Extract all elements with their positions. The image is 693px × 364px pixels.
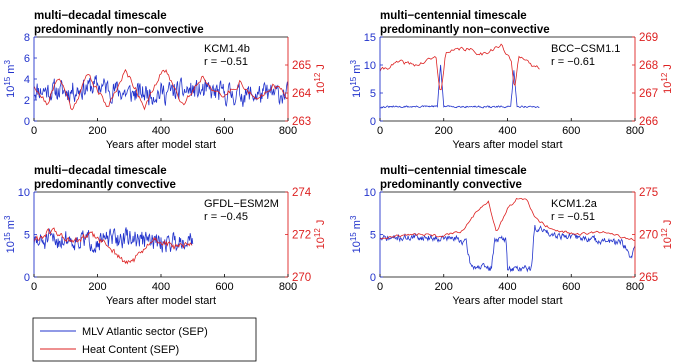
right-y-tick-label: 270 xyxy=(292,272,312,284)
x-axis-label: Years after model start xyxy=(452,139,563,151)
mlv-series-line xyxy=(380,225,635,271)
right-y-tick-label: 269 xyxy=(639,32,659,44)
left-y-axis-label: $10^{15}$ $m^3$ xyxy=(3,215,17,254)
right-y-tick-label: 270 xyxy=(639,229,659,242)
legend xyxy=(33,318,256,361)
right-y-tick-label: 263 xyxy=(292,116,312,128)
panel-title-line-2: predominantly non−convective xyxy=(380,24,550,36)
left-y-tick-label: 5 xyxy=(369,229,376,242)
right-y-axis-label: $10^{12}$ J xyxy=(313,219,327,250)
mlv-series-line xyxy=(34,75,288,107)
x-tick-label: 400 xyxy=(151,281,171,293)
right-y-axis-label: $10^{12}$ J xyxy=(660,64,674,94)
x-tick-label: 800 xyxy=(278,125,298,137)
x-tick-label: 600 xyxy=(562,281,581,293)
mlv-series-line xyxy=(380,65,539,108)
model-name-annotation: GFDL−ESM2M xyxy=(204,198,279,210)
x-tick-label: 600 xyxy=(215,125,234,137)
left-y-tick-label: 0 xyxy=(369,272,376,284)
panel-4 xyxy=(349,165,674,307)
left-y-axis-label: $10^{15}$ $m^3$ xyxy=(349,215,363,254)
model-name-annotation: KCM1.4b xyxy=(204,43,250,55)
model-name-annotation: KCM1.2a xyxy=(551,198,597,210)
correlation-annotation: r = −0.45 xyxy=(204,211,249,223)
left-y-tick-label: 0 xyxy=(23,272,30,284)
x-tick-label: 200 xyxy=(434,281,453,293)
x-tick-label: 400 xyxy=(498,281,517,293)
left-y-tick-label: 4 xyxy=(23,74,30,86)
model-name-annotation: BCC−CSM1.1 xyxy=(551,43,621,55)
panel-title-line-1: multi−centennial timescale xyxy=(380,10,527,22)
left-y-tick-label: 10 xyxy=(363,60,376,72)
right-y-tick-label: 266 xyxy=(639,116,659,128)
left-y-axis-label: $10^{15}$ $m^3$ xyxy=(3,60,17,98)
x-axis-label: Years after model start xyxy=(105,295,217,307)
x-tick-label: 800 xyxy=(625,281,645,293)
panel-1 xyxy=(3,10,327,151)
x-tick-label: 0 xyxy=(30,125,38,137)
x-tick-label: 0 xyxy=(30,281,38,293)
right-y-tick-label: 274 xyxy=(292,187,312,199)
legend-label: Heat Content (SEP) xyxy=(82,344,180,356)
right-y-tick-label: 268 xyxy=(639,60,659,72)
x-tick-label: 400 xyxy=(151,125,171,137)
right-y-tick-label: 267 xyxy=(639,88,659,100)
heat-content-series-line xyxy=(380,44,539,89)
x-axis-label: Years after model start xyxy=(452,295,563,307)
right-y-tick-label: 264 xyxy=(292,88,312,100)
left-y-tick-label: 6 xyxy=(23,53,30,65)
panel-2 xyxy=(349,10,674,151)
panel-title-line-1: multi−decadal timescale xyxy=(34,165,167,177)
left-y-tick-label: 2 xyxy=(23,95,30,107)
x-tick-label: 200 xyxy=(88,125,107,137)
mlv-series-line xyxy=(34,227,193,252)
left-y-tick-label: 5 xyxy=(369,88,376,100)
x-tick-label: 400 xyxy=(498,125,517,137)
left-y-tick-label: 5 xyxy=(23,229,30,242)
panel-title-line-2: predominantly convective xyxy=(34,179,176,191)
right-y-axis-label: $10^{12}$ J xyxy=(313,64,327,94)
panel-3 xyxy=(3,165,327,307)
x-tick-label: 0 xyxy=(376,125,384,137)
panel-title-line-2: predominantly convective xyxy=(380,179,522,191)
x-tick-label: 0 xyxy=(376,281,384,293)
x-tick-label: 200 xyxy=(88,281,107,293)
left-y-tick-label: 10 xyxy=(17,187,30,199)
left-y-tick-label: 15 xyxy=(363,32,376,44)
right-y-tick-label: 275 xyxy=(639,187,659,199)
correlation-annotation: r = −0.51 xyxy=(204,56,249,68)
left-y-tick-label: 0 xyxy=(23,116,30,128)
right-y-tick-label: 265 xyxy=(639,272,659,284)
x-tick-label: 600 xyxy=(562,125,581,137)
x-tick-label: 800 xyxy=(278,281,298,293)
left-y-tick-label: 0 xyxy=(369,116,376,128)
left-y-tick-label: 10 xyxy=(363,187,376,199)
panel-title-line-1: multi−centennial timescale xyxy=(380,165,527,177)
x-tick-label: 600 xyxy=(215,281,234,293)
correlation-annotation: r = −0.51 xyxy=(551,211,596,223)
right-y-tick-label: 272 xyxy=(292,229,312,242)
panel-title-line-1: multi−decadal timescale xyxy=(34,10,167,22)
left-y-tick-label: 8 xyxy=(23,32,30,44)
x-axis-label: Years after model start xyxy=(105,139,217,151)
right-y-tick-label: 265 xyxy=(292,60,312,72)
legend-label: MLV Atlantic sector (SEP) xyxy=(82,326,208,338)
left-y-axis-label: $10^{15}$ $m^3$ xyxy=(349,60,363,98)
panel-title-line-2: predominantly non−convective xyxy=(34,24,204,36)
x-tick-label: 800 xyxy=(625,125,645,137)
right-y-axis-label: $10^{12}$ J xyxy=(660,219,674,250)
correlation-annotation: r = −0.61 xyxy=(551,56,596,68)
x-tick-label: 200 xyxy=(434,125,453,137)
